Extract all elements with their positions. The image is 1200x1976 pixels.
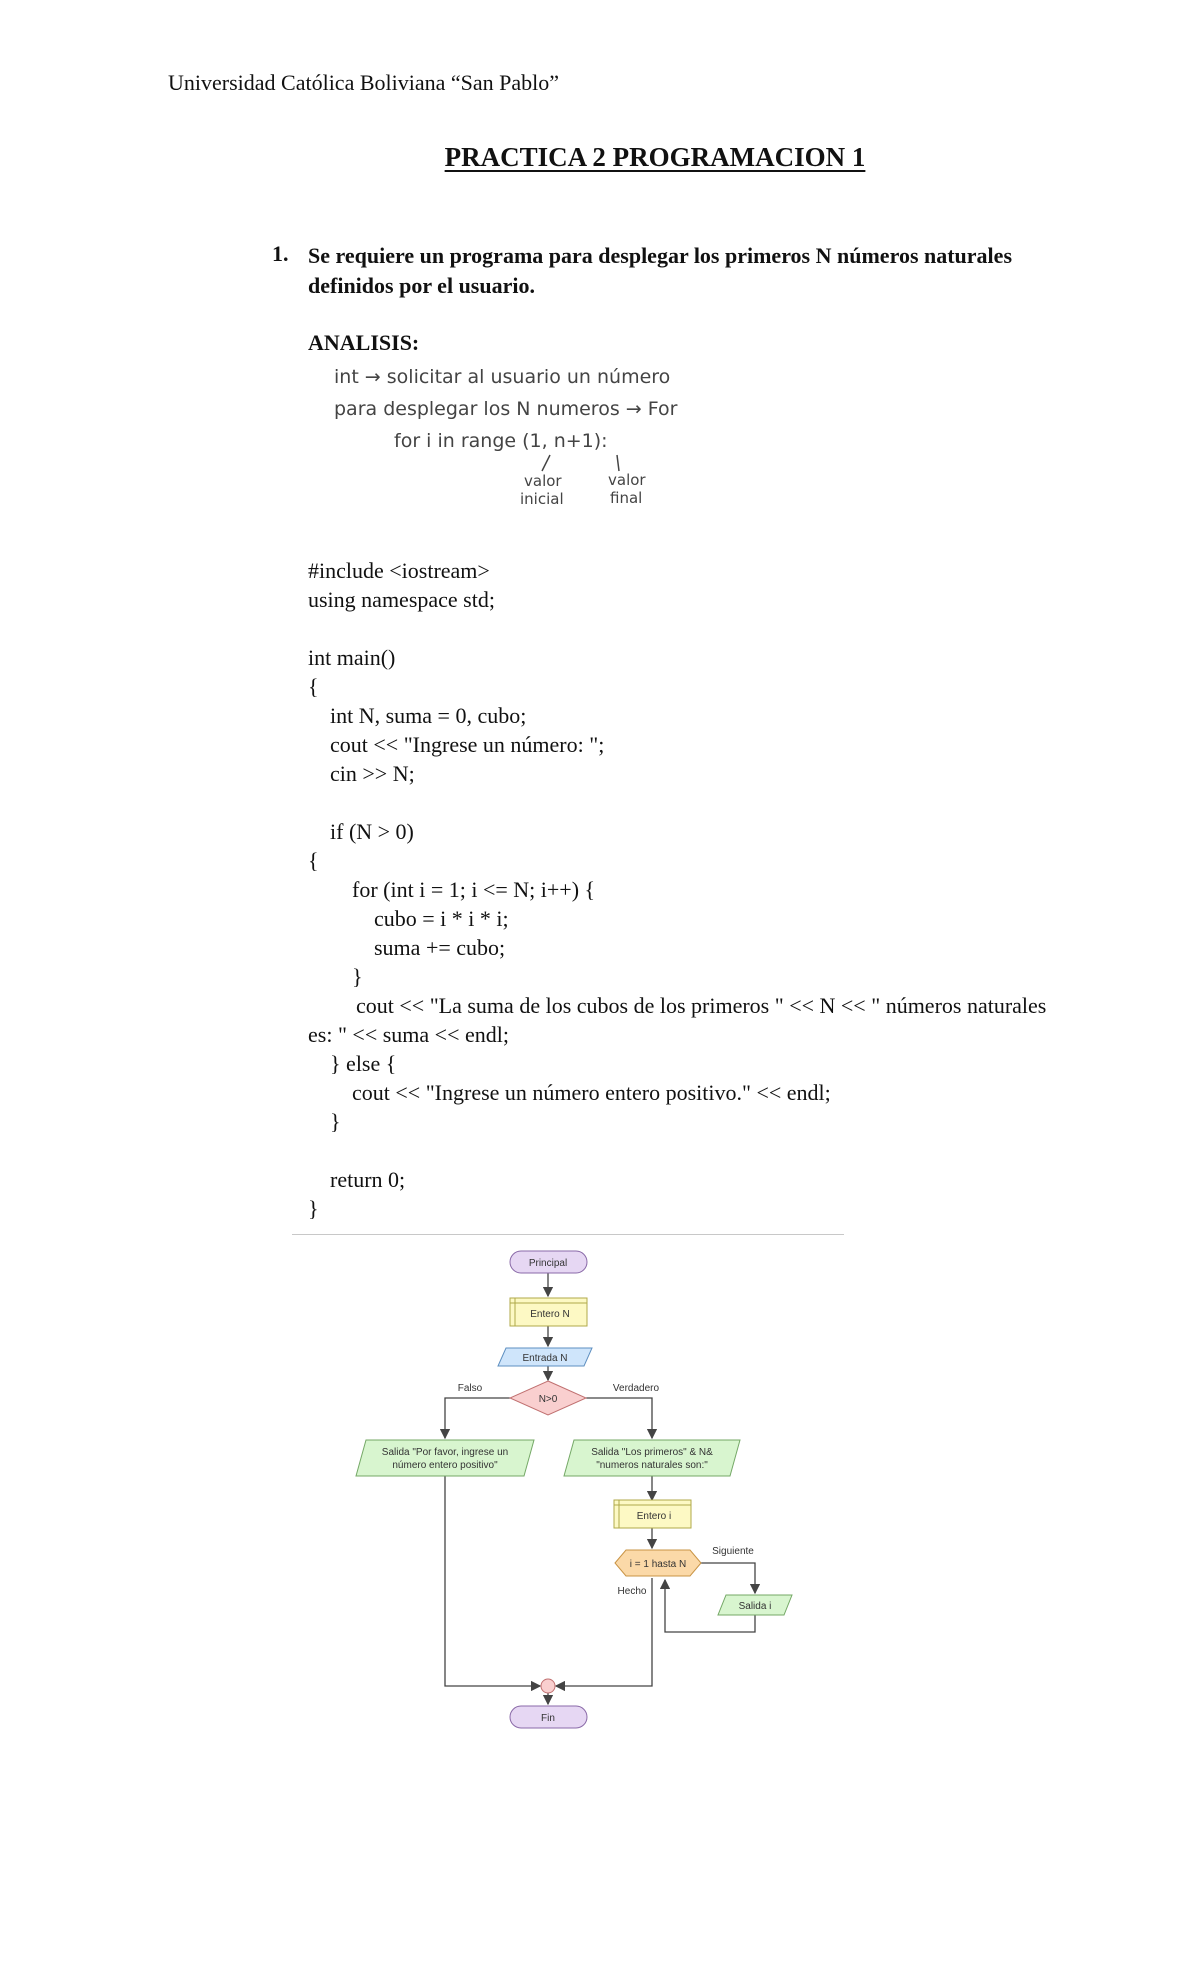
flow-false-output-line2: número entero positivo": [392, 1460, 498, 1471]
flow-arrow-true: [586, 1398, 652, 1438]
flow-arrow: [445, 1476, 540, 1686]
code-line: #include <iostream>: [308, 558, 490, 583]
code-line: suma += cubo;: [308, 935, 506, 960]
code-line: } else {: [308, 1051, 397, 1076]
code-line: }: [308, 1196, 319, 1221]
flow-true-label: Verdadero: [612, 1383, 660, 1394]
flow-arrow-next: [700, 1563, 755, 1593]
code-line: [308, 614, 1068, 643]
note-label-final: final: [610, 489, 643, 507]
code-line: if (N > 0): [308, 819, 414, 844]
flow-next-label: Siguiente: [712, 1546, 754, 1557]
flow-declare-n-label: Entero N: [530, 1309, 570, 1320]
code-line: {: [308, 848, 319, 873]
question-text: Se requiere un programa para desplegar los primeros N números naturales definidos por el usuario.: [308, 243, 1012, 298]
question-number: 1.: [272, 241, 289, 266]
code-line: }: [308, 1109, 341, 1134]
note-label-valor-2: valor: [608, 471, 646, 489]
note-label-valor-1: valor: [524, 472, 562, 490]
code-block: [308, 556, 1068, 1223]
code-line: cubo = i * i * i;: [308, 906, 509, 931]
flow-end-label: Fin: [541, 1713, 555, 1724]
flow-input-n-label: Entrada N: [522, 1353, 568, 1364]
flow-start-label: Principal: [528, 1258, 568, 1269]
code-line: cin >> N;: [308, 761, 415, 786]
flow-declare-i-label: Entero i: [636, 1511, 672, 1522]
arrow-start-value: [542, 455, 550, 471]
flow-arrow-false: [445, 1398, 510, 1438]
analysis-heading: ANALISIS:: [308, 330, 420, 355]
flow-loop-label: i = 1 hasta N: [629, 1559, 687, 1570]
university-header: Universidad Católica Boliviana “San Pablo”: [168, 70, 560, 95]
flow-done-label: Hecho: [617, 1586, 647, 1597]
code-line: using namespace std;: [308, 587, 495, 612]
code-line: return 0;: [308, 1167, 406, 1192]
page-title: PRACTICA 2 PROGRAMACION 1: [444, 142, 866, 172]
flow-false-output-line1: Salida "Por favor, ingrese un: [381, 1447, 509, 1458]
flow-decision-label: N>0: [538, 1394, 558, 1405]
arrow-end-value: [617, 455, 619, 471]
note-line-1: int → solicitar al usuario un número: [334, 366, 671, 388]
code-line: {: [308, 674, 319, 699]
flow-true-output-line1: Salida "Los primeros" & N&: [591, 1447, 713, 1458]
code-line: cout << "La suma de los cubos de los primeros " << N << " números naturales es: " << suma << endl;: [308, 993, 1047, 1047]
code-line: [308, 1136, 1068, 1165]
handwritten-analysis-notes: [320, 355, 740, 515]
code-line: for (int i = 1; i <= N; i++) {: [308, 877, 596, 902]
note-line-3: for i in range (1, n+1):: [394, 430, 608, 452]
divider: [292, 1234, 844, 1235]
code-line: cout << "Ingrese un número: ";: [308, 732, 605, 757]
code-line: int main(): [308, 645, 396, 670]
code-line: [308, 788, 1068, 817]
flow-true-output-line2: "numeros naturales son:": [596, 1460, 708, 1471]
note-line-2: para desplegar los N numeros → For: [334, 398, 678, 420]
flowchart: [340, 1240, 800, 1730]
note-label-inicial: inicial: [520, 490, 564, 508]
code-line: int N, suma = 0, cubo;: [308, 703, 527, 728]
flow-output-i-label: Salida i: [738, 1601, 772, 1612]
flow-merge-point: [541, 1679, 555, 1693]
code-line: cout << "Ingrese un número entero positivo." << endl;: [308, 1080, 831, 1105]
flow-false-label: Falso: [457, 1383, 483, 1394]
code-line: }: [308, 964, 363, 989]
